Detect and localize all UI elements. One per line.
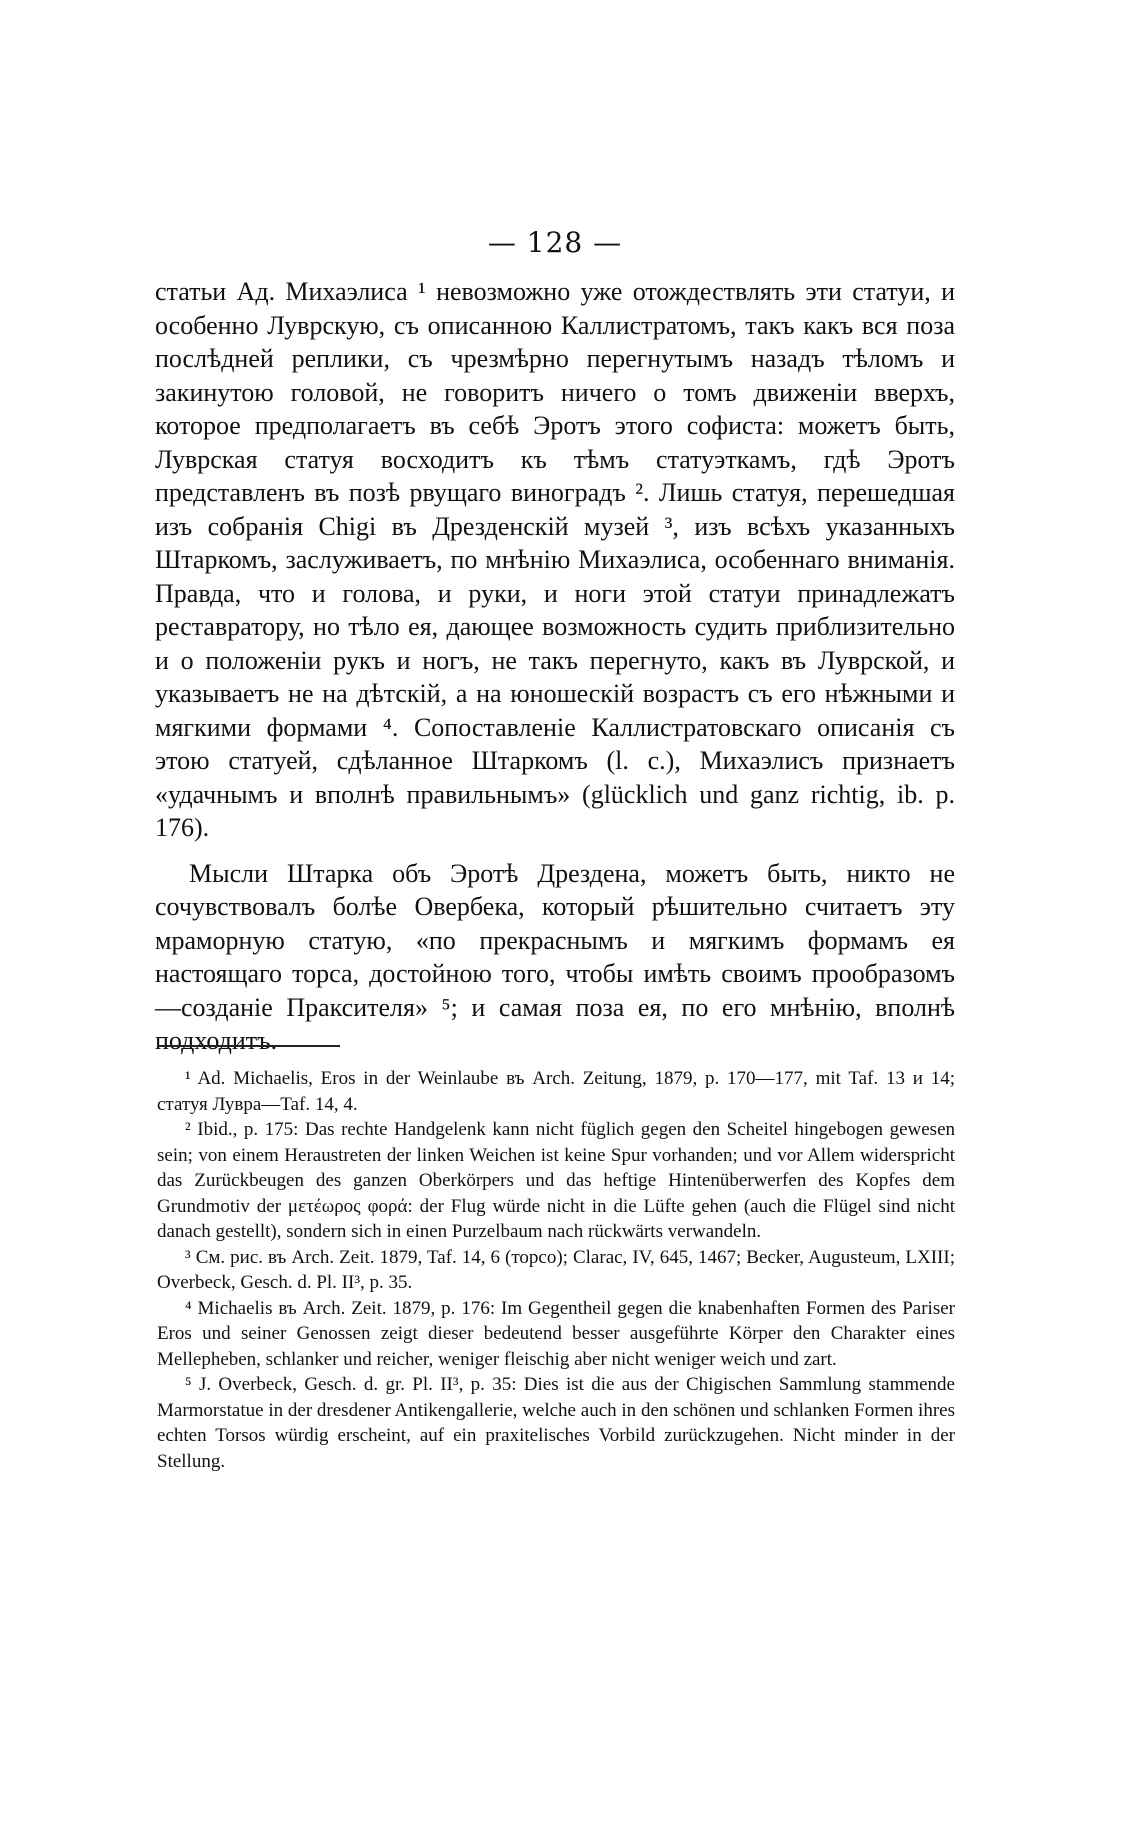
footnote-2: ² Ibid., p. 175: Das rechte Handgelenk kann nicht füglich gegen den Scheitel hingebogen gewesen sein; von einem Heraustreten der linken Weichen ist keine Spur vorhanden; und vor Allem widerspricht das Zurückbeugen des ganzen Oberkörpers und das heftige Hintenüberwerfen des Kopfes dem Grundmotiv der μετέωρος φορά: der Flug würde nicht in die Lüfte gehen (auch die Flügel sind nicht danach gestellt), sondern sich in einen Purzelbaum nach rückwärts verwandeln. (157, 1119, 955, 1242)
footnote-divider (157, 1045, 340, 1047)
page-number: — 128 — (487, 226, 623, 259)
footnote-5: ⁵ J. Overbeck, Gesch. d. gr. Pl. II³, p. 35: Dies ist die aus der Chigischen Sammlung stammende Marmorstatue in der dresdener Antikengallerie, welche auch in den schönen und schlanken Formen ihres echten Torsos würdig erscheint, auf ein praxitelisches Vorbild zurückzugehen. Nicht minder in der Stellung. (157, 1374, 955, 1472)
footnote-4: ⁴ Michaelis въ Arch. Zeit. 1879, p. 176: Im Gegentheil gegen die knabenhaften Formen des Pariser Eros und seiner Genossen zeigt dieser bedeutend besser ausgeführte Körper den Charakter eines Mellepheben, schlanker und reicher, weniger fleischig aber nicht weniger weich und zart. (157, 1297, 955, 1370)
main-paragraph: статьи Ад. Михаэлиса ¹ невозможно уже отождествлять эти статуи, и особенно Луврскую, съ описанною Каллистратомъ, такъ какъ вся поза послѣдней реплики, съ чрезмѣрно перегнутымъ назадъ тѣломъ и закинутою головой, не говоритъ ничего о томъ движеніи вверхъ, которое предполагаетъ въ себѣ Эротъ этого софиста: можетъ быть, Луврская статуя восходитъ къ тѣмъ статуэткамъ, гдѣ Эротъ представленъ въ позѣ рвущаго виноградъ ². Лишь статуя, перешедшая изъ собранія Chigi въ Дрезденскій музей ³, изъ всѣхъ указанныхъ Штаркомъ, заслуживаетъ, по мнѣнію Михаэлиса, особеннаго вниманія. Правда, что и голова, и руки, и ноги этой статуи принадлежатъ реставратору, но тѣло ея, дающее возможность судить приблизительно и о положеніи рукъ и ногъ, не такъ перегнуто, какъ въ Луврской, и указываетъ не на дѣтскій, а на юношескій возрастъ съ его нѣжными и мягкими формами ⁴. Сопоставленіе Каллистратовскаго описанія съ этою статуей, сдѣланное Штаркомъ (l. c.), Михаэлисъ признаетъ «удачнымъ и вполнѣ правильнымъ» (glücklich und ganz richtig, ib. p. 176). (155, 277, 955, 842)
footnotes (157, 1066, 955, 1474)
main-paragraph: Мысли Штарка объ Эротѣ Дрездена, можетъ быть, никто не сочувствовалъ болѣе Овербека, который рѣшительно считаетъ эту мраморную статую, «по прекраснымъ и мягкимъ формамъ ея настоящаго торса, достойною того, чтобы имѣть своимъ прообразомъ—созданіе Праксителя» ⁵; и самая поза ея, по его мнѣнію, вполнѣ подходитъ. (155, 858, 955, 1055)
footnote-1: ¹ Ad. Michaelis, Eros in der Weinlaube въ Arch. Zeitung, 1879, p. 170—177, mit Taf. 13 и 14; статуя Лувра—Taf. 14, 4. (157, 1068, 955, 1115)
footnote-3: ³ См. рис. въ Arch. Zeit. 1879, Taf. 14, 6 (торсо); Clarac, IV, 645, 1467; Becker, Augusteum, LXIII; Overbeck, Gesch. d. Pl. II³, p. 35. (157, 1246, 955, 1293)
main-text (155, 275, 955, 1058)
